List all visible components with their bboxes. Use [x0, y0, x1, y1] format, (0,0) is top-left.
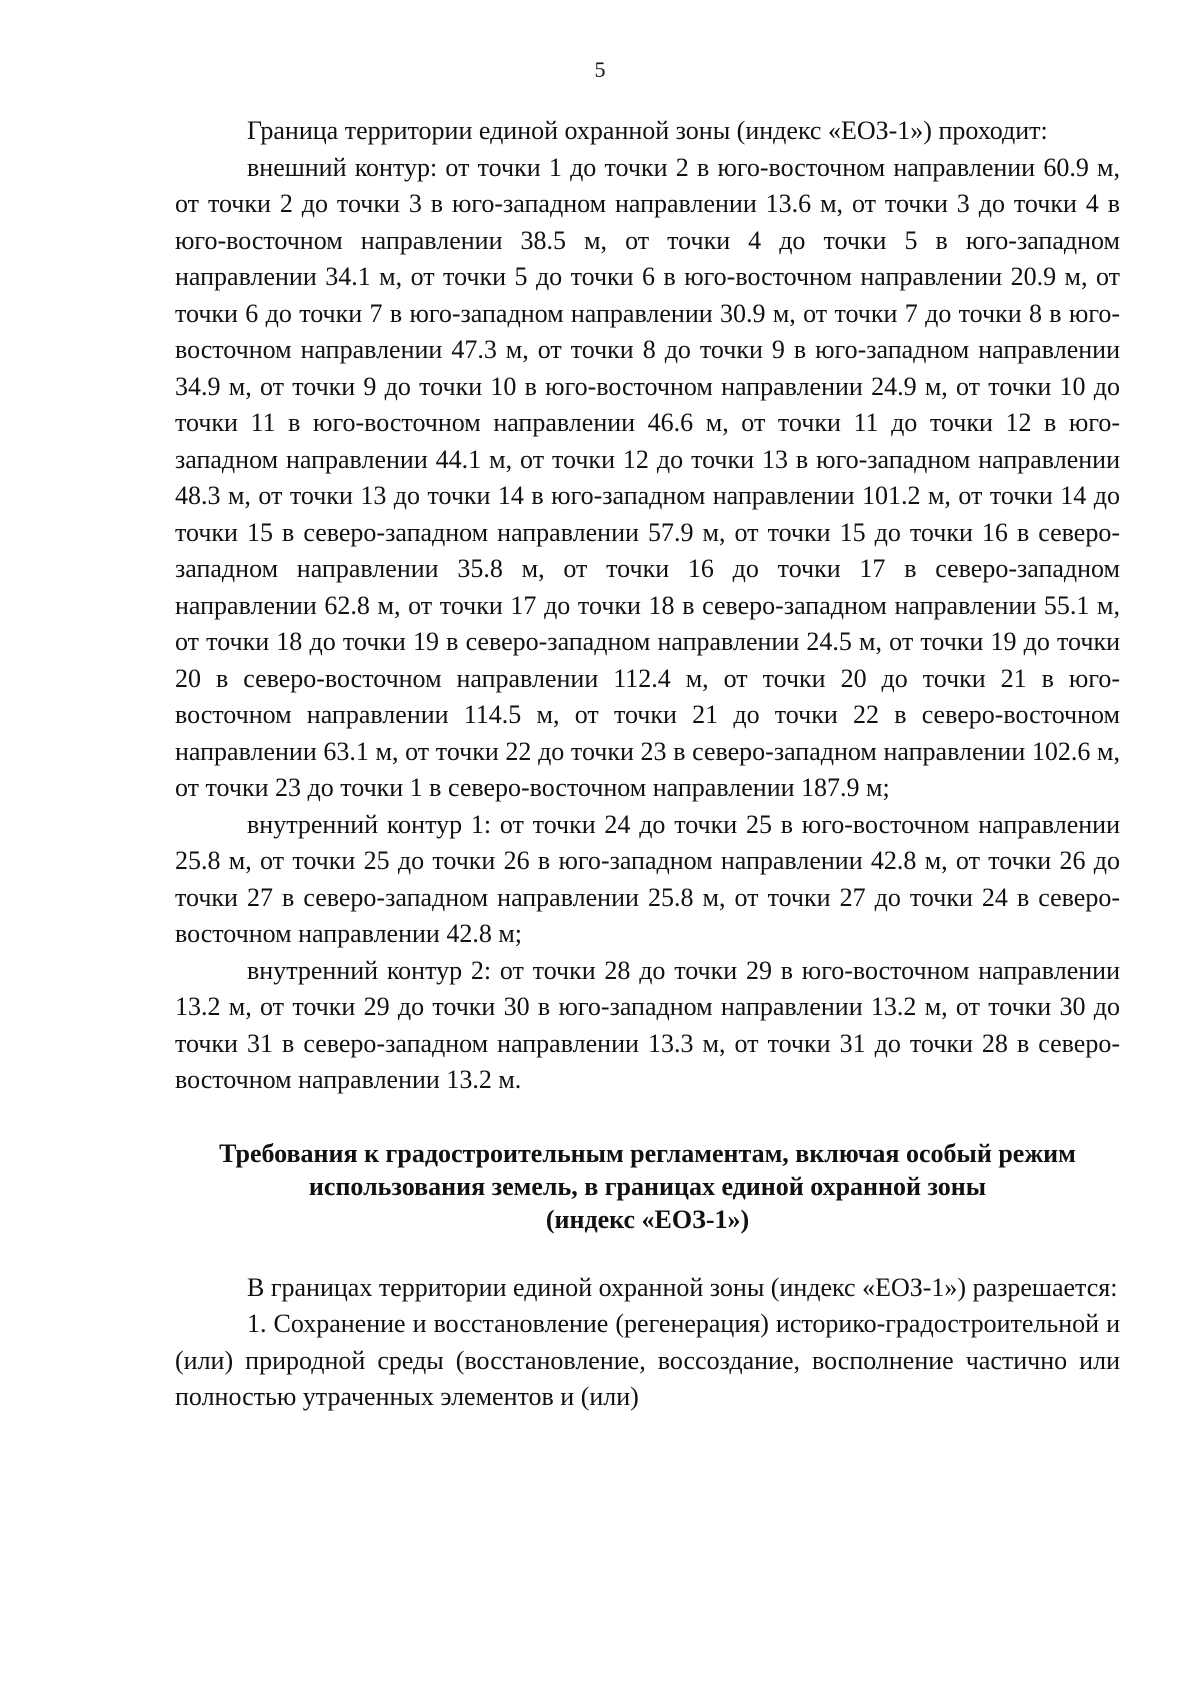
boundary-intro-paragraph: Граница территории единой охранной зоны (индекс «ЕОЗ-1») проходит:: [247, 116, 1048, 145]
section-heading-line-2: использования земель, в границах единой охранной зоны: [308, 1171, 987, 1201]
document-body: [175, 113, 1120, 1416]
permitted-intro-paragraph: В границах территории единой охранной зоны (индекс «ЕОЗ-1») разрешается:: [247, 1272, 1118, 1302]
permitted-item-1-paragraph: 1. Сохранение и восстановление (регенерация) историко-градостроительной и (или) природной среды (восстановление, воссоздание, восполнение частично или полностью утраченных элементов и (или): [175, 1309, 1120, 1411]
section-heading-line-3: (индекс «ЕОЗ-1»): [545, 1204, 750, 1234]
page-number: 5: [594, 57, 606, 82]
section-heading: [175, 1137, 1120, 1236]
section-heading-line-1: Требования к градостроительным регламентам, включая особый режим: [219, 1138, 1076, 1168]
inner-contour-1-paragraph: внутренний контур 1: от точки 24 до точки 25 в юго-восточном направлении 25.8 м, от точки 25 до точки 26 в юго-западном направлении 42.8 м, от точки 26 до точки 27 в северо-западном направлении 25.8 м, от точки 27 до точки 24 в северо-восточном направлении 42.8 м;: [175, 809, 1120, 948]
outer-contour-paragraph: внешний контур: от точки 1 до точки 2 в юго-восточном направлении 60.9 м, от точки 2 до точки 3 в юго-западном направлении 13.6 м, от точки 3 до точки 4 в юго-восточном направлении 38.5 м, от точки 4 до точки 5 в юго-западном направлении 34.1 м, от точки 5 до точки 6 в юго-восточном направлении 20.9 м, от точки 6 до точки 7 в юго-западном направлении 30.9 м, от точки 7 до точки 8 в юго-восточном направлении 47.3 м, от точки 8 до точки 9 в юго-западном направлении 34.9 м, от точки 9 до точки 10 в юго-восточном направлении 24.9 м, от точки 10 до точки 11 в юго-восточном направлении 46.6 м, от точки 11 до точки 12 в юго-западном направлении 44.1 м, от точки 12 до точки 13 в юго-западном направлении 48.3 м, от точки 13 до точки 14 в юго-западном направлении 101.2 м, от точки 14 до точки 15 в северо-западном направлении 57.9 м, от точки 15 до точки 16 в северо-западном направлении 35.8 м, от точки 16 до точки 17 в северо-западном направлении 62.8 м, от точки 17 до точки 18 в северо-западном направлении 55.1 м, от точки 18 до точки 19 в северо-западном направлении 24.5 м, от точки 19 до точки 20 в северо-восточном направлении 112.4 м, от точки 20 до точки 21 в юго-восточном направлении 114.5 м, от точки 21 до точки 22 в северо-восточном направлении 63.1 м, от точки 22 до точки 23 в северо-западном направлении 102.6 м, от точки 23 до точки 1 в северо-восточном направлении 187.9 м;: [175, 152, 1120, 802]
inner-contour-2-paragraph: внутренний контур 2: от точки 28 до точки 29 в юго-восточном направлении 13.2 м, от точки 29 до точки 30 в юго-западном направлении 13.2 м, от точки 30 до точки 31 в северо-западном направлении 13.3 м, от точки 31 до точки 28 в северо-восточном направлении 13.2 м.: [175, 955, 1120, 1094]
